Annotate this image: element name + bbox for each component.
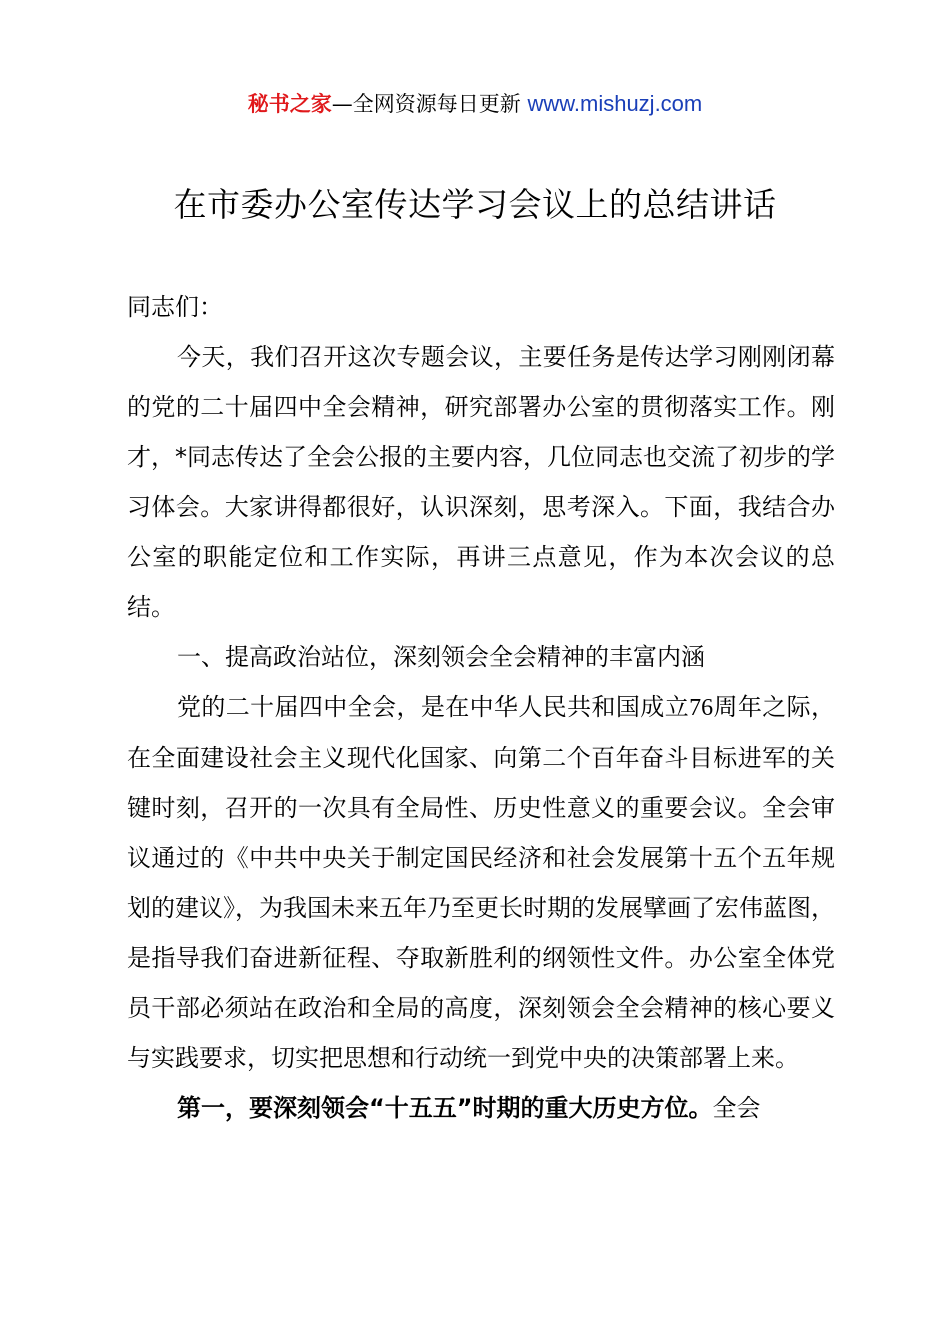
section-1-text-b: 周年之际，在全面建设社会主义现代化国家、向第二个百年奋斗目标进军的关键时刻，召开的一次具有全局性、历史性意义的重要会议。全会审议通过的《中共中央关于制定国民经济和社会发展第十五个五年规划的建议》，为我国未来五年乃至更长时期的发展擘画了宏伟蓝图，是指导我们奋进新征程、夺取新胜利的纲领性文件。办公室全体党员干部必须站在政治和全局的高度，深刻领会全会精神的核心要义与实践要求，切实把思想和行动统一到党中央的决策部署上来。	[127, 693, 836, 1072]
section-1-text-a: 党的二十届四中全会，是在中华人民共和国成立	[177, 693, 690, 721]
section-1-number: 76	[689, 695, 714, 721]
document-body	[127, 282, 835, 1133]
section-heading-1: 一、提高政治站位，深刻领会全会精神的丰富内涵	[177, 643, 705, 671]
site-header	[0, 88, 950, 120]
intro-paragraph: 今天，我们召开这次专题会议，主要任务是传达学习刚刚闭幕的党的二十届四中全会精神，研究部署办公室的贯彻落实工作。刚才，*同志传达了全会公报的主要内容，几位同志也交流了初步的学习体会。大家讲得都很好，认识深刻，思考深入。下面，我结合办公室的职能定位和工作实际，再讲三点意见，作为本次会议的总结。	[127, 343, 835, 621]
salutation: 同志们：	[127, 293, 223, 321]
point-1-paragraph	[127, 1083, 835, 1133]
point-1-text: 全会	[712, 1094, 761, 1122]
document-title: 在市委办公室传达学习会议上的总结讲话	[173, 185, 777, 224]
point-1-heading: 第一，要深刻领会“十五五”时期的重大历史方位。	[177, 1094, 713, 1122]
header-separator: —	[331, 92, 353, 116]
site-url-link[interactable]: www.mishuzj.com	[527, 91, 703, 116]
brand-name: 秘书之家	[247, 92, 332, 116]
header-tagline: 全网资源每日更新	[352, 92, 521, 116]
section-1-paragraph	[127, 682, 835, 1083]
